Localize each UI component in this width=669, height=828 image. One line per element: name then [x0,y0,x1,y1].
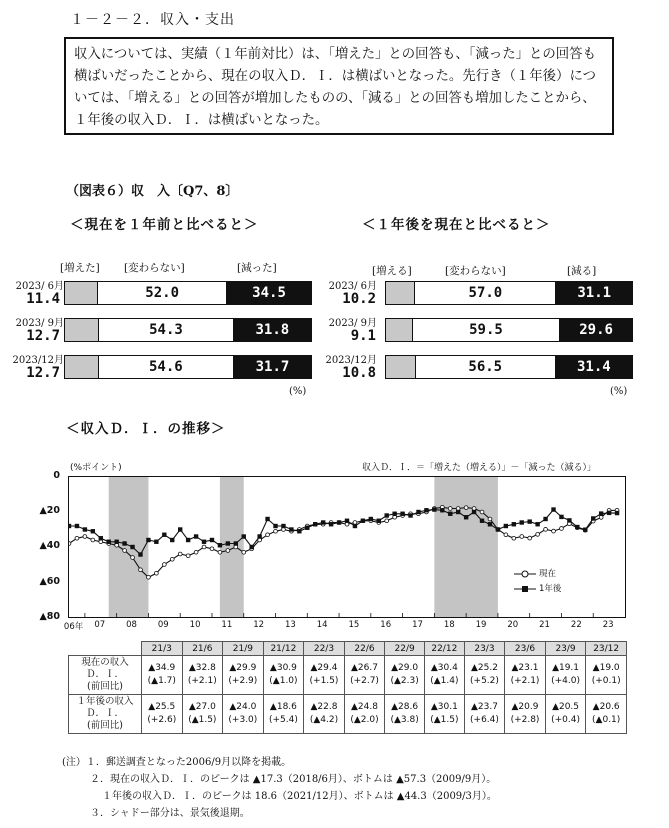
x-tick-label: 07 [94,620,106,630]
data-point-future [69,524,71,528]
data-point-future [329,522,333,526]
segment-increase [386,282,415,304]
cell-change: (+4.0) [551,676,580,686]
legend-line-current [514,569,536,579]
data-point-future [218,543,222,547]
cell-value: ▲18.6 [269,702,297,712]
data-point-future [321,520,325,524]
data-point-future [226,541,230,545]
cell-value: ▲20.5 [552,702,580,712]
recession-shade [434,477,498,617]
data-point-future [591,516,595,520]
row-period-label: 2023/ 9月 [15,318,64,329]
cell-change: (+2.1) [510,676,540,686]
y-tick: ▲20 [39,505,60,516]
data-point-current [480,510,484,514]
data-point-future [114,540,118,544]
cell-change: (▲3.8) [390,715,419,725]
data-point-current [528,536,532,540]
data-point-future [369,517,373,521]
data-point-current [448,507,452,511]
segment-increase [386,356,416,378]
cell-change: (▲1.0) [269,676,298,686]
cell-value: ▲23.7 [470,702,498,712]
row-header-line: (前回比) [87,720,123,731]
segment-increase [65,319,99,341]
cell-value: ▲24.8 [351,702,378,712]
data-point-current [139,568,143,572]
cell-value: ▲19.0 [592,663,620,673]
segment-same: 59.5 [413,319,559,341]
data-point-current [512,536,516,540]
right-header-same: [変わらない] [445,265,506,277]
data-point-current [147,575,151,579]
table-cell [505,656,546,695]
data-point-future [91,529,95,533]
figure-title: （図表６）収 入〔Q7、8〕 [66,184,239,199]
right-header-inc: [増える] [372,265,412,277]
cell-change: (▲4.2) [309,715,339,725]
data-point-current [202,545,206,549]
row-di-value: 10.2 [342,291,376,307]
cell-value: ▲25.2 [470,663,498,673]
right-unit: (%) [610,386,628,397]
y-tick: ▲40 [39,540,60,551]
table-cell [344,656,385,695]
data-point-current [218,550,222,554]
table-cell [385,656,425,695]
row-di-value: 12.7 [26,365,60,381]
x-tick-label: 10 [189,620,201,630]
table-cell [424,656,464,695]
cell-change: (+2.8) [510,715,540,725]
stacked-bar [64,355,312,379]
data-point-future [480,519,484,523]
data-point-future [281,524,285,528]
row-period-label: 2023/12月 [325,355,377,366]
data-point-future [99,536,103,540]
data-point-future [265,517,269,521]
left-header-inc: [増えた] [60,262,100,274]
table-cell [464,656,505,695]
cell-change: (+5.4) [268,715,298,725]
data-point-future [202,540,206,544]
data-point-future [440,508,444,512]
data-point-future [162,533,166,537]
table-cell [586,656,627,695]
data-point-future [583,527,587,531]
data-point-current [560,527,564,531]
legend-label-current: 現在 [539,569,557,579]
segment-same: 56.5 [416,356,555,378]
row-period-label: 2023/12月 [12,355,64,366]
table-cell [263,695,304,734]
data-point-future [504,524,508,528]
table-cell [586,695,627,734]
period-header: 22/9 [385,642,425,656]
data-point-current [464,506,468,510]
cell-value: ▲27.0 [188,702,216,712]
x-tick-label: 08 [126,620,137,630]
chart-legend [512,567,602,597]
cell-value: ▲32.8 [188,663,216,673]
y-tick: ▲60 [39,576,60,587]
stacked-bar [385,281,633,305]
row-header-line: Ｄ．Ｉ． [85,708,124,719]
notes [62,754,497,822]
data-point-future [361,519,365,523]
cell-change: (▲2.3) [390,676,419,686]
row-di-value: 11.4 [26,291,60,307]
data-point-future [289,527,293,531]
y-tick: 0 [53,470,60,481]
data-point-current [186,554,190,558]
data-point-future [122,541,126,545]
stacked-bar [64,281,312,305]
chart-ylabel: (%ポイント) [70,463,122,473]
data-point-future [607,511,611,515]
row-period-label: 2023/ 6月 [15,281,64,292]
cell-change: (▲1.5) [188,715,217,725]
cell-change: (+0.4) [551,715,580,725]
recession-shade [109,477,149,617]
segment-increase [65,282,98,304]
cell-value: ▲20.6 [592,702,620,712]
cell-value: ▲29.4 [310,663,338,673]
x-tick-label: 12 [253,620,265,630]
table-cell [223,695,264,734]
note-line: ３．シャドー部分は、景気後退期。 [90,808,250,819]
table-cell [424,695,464,734]
row-header-line: 現在の収入 [81,657,129,668]
table-cell [304,695,345,734]
period-header: 21/3 [142,642,183,656]
cell-change: (+3.0) [228,715,258,725]
data-point-current [488,517,492,521]
data-point-future [297,529,301,533]
data-point-future [75,524,79,528]
row-header-line: Ｄ．Ｉ． [85,669,124,680]
cell-value: ▲29.9 [229,663,257,673]
data-point-future [186,538,190,542]
cell-change: (+6.4) [470,715,499,725]
data-point-future [234,541,238,545]
data-point-future [400,512,404,516]
segment-increase [386,319,413,341]
period-header: 21/9 [223,642,264,656]
data-point-future [551,507,555,511]
data-point-future [273,524,277,528]
data-point-current [242,550,246,554]
data-point-current [599,516,603,520]
data-point-current [274,529,278,533]
data-point-future [392,512,396,516]
table-cell [464,695,505,734]
data-point-future [448,512,452,516]
recession-shade [220,477,244,617]
data-point-future [496,527,500,531]
data-point-future [353,524,357,528]
segment-same: 54.3 [99,319,233,341]
data-point-current [226,549,230,553]
period-header: 21/6 [182,642,223,656]
x-tick-label: 23 [602,620,614,630]
cell-value: ▲22.8 [310,702,338,712]
table-cell [344,695,385,734]
x-tick-label: 22 [570,620,582,630]
period-header: 21/12 [263,642,304,656]
cell-value: ▲23.1 [511,663,539,673]
cell-value: ▲26.7 [351,663,378,673]
data-point-future [178,527,182,531]
data-point-current [69,542,71,546]
table-cell [263,656,304,695]
data-point-future [107,540,111,544]
x-tick-label: 17 [412,620,423,630]
period-header: 23/9 [545,642,586,656]
cell-change: (▲2.0) [350,715,379,725]
data-point-future [527,519,531,523]
table-cell [304,656,345,695]
data-point-current [266,533,270,537]
segment-decrease: 34.5 [226,282,311,304]
y-tick: ▲80 [39,611,60,622]
row-header-line: １年後の収入 [76,696,134,707]
chart-formula: 収入Ｄ．Ｉ．＝「増えた（増える）」－「減った（減る）」 [362,463,597,473]
data-point-current [131,556,135,560]
data-point-current [123,549,127,553]
x-tick-label: 16 [380,620,392,630]
right-header-dec: [減る] [567,265,597,277]
data-point-future [385,513,389,517]
data-point-future [432,507,436,511]
period-header: 23/3 [464,642,505,656]
cell-change: (+0.1) [591,676,621,686]
period-header: 23/12 [586,642,627,656]
cell-change: (▲1.7) [147,676,176,686]
data-point-current [544,527,548,531]
data-point-future [210,538,214,542]
row-header [69,656,142,695]
data-point-future [305,526,309,530]
row-header [69,695,142,734]
cell-value: ▲30.9 [269,663,297,673]
note-line: １年後の収入Ｄ．Ｉ．のピークは 18.6（2021/12月）、ボトムは ▲44.3（2009/3月）。 [102,791,497,802]
table-cell [142,656,183,695]
period-header: 22/12 [424,642,464,656]
segment-decrease: 31.1 [555,282,632,304]
data-point-current [385,519,389,523]
cell-value: ▲25.5 [148,702,176,712]
period-header: 23/6 [505,642,546,656]
data-point-current [178,552,182,556]
table-cell [505,695,546,734]
x-tick-label: 20 [507,620,519,630]
data-point-future [535,522,539,526]
stacked-bar [385,318,633,342]
left-header-dec: [減った] [237,262,277,274]
row-header-line: (前回比) [87,681,123,692]
data-point-future [154,540,158,544]
data-point-current [536,533,540,537]
data-point-future [138,552,142,556]
data-point-future [464,515,468,519]
x-tick-label: 06年 [63,622,84,632]
data-point-future [567,518,571,522]
data-point-future [424,508,428,512]
cell-change: (+2.6) [147,715,177,725]
data-point-future [146,538,150,542]
x-tick-label: 11 [221,620,233,630]
cell-value: ▲20.9 [511,702,539,712]
data-point-future [488,522,492,526]
table-cell [182,695,223,734]
data-point-future [257,534,261,538]
cell-value: ▲34.9 [148,663,176,673]
cell-value: ▲24.0 [229,702,257,712]
cell-value: ▲30.1 [430,702,458,712]
di-table [68,641,627,734]
period-header: 22/3 [304,642,345,656]
right-panel-title: ＜１年後を現在と比べると＞ [362,217,551,233]
legend-line-future [514,584,536,594]
cell-change: (▲1.4) [430,676,459,686]
data-point-future [472,510,476,514]
cell-change: (+5.2) [470,676,499,686]
segment-increase [65,356,99,378]
table-row [69,656,627,695]
data-point-current [83,535,87,539]
data-point-current [552,529,556,533]
x-tick-label: 14 [316,620,328,630]
data-point-future [377,519,381,523]
table-cell [142,695,183,734]
data-point-future [615,511,619,515]
table-cell [385,695,425,734]
x-tick-label: 13 [284,620,296,630]
cell-value: ▲19.1 [552,663,580,673]
segment-same: 57.0 [415,282,555,304]
cell-change: (▲1.5) [430,715,459,725]
segment-decrease: 31.4 [555,356,632,378]
data-point-current [91,538,95,542]
data-point-current [194,550,198,554]
x-tick-label: 15 [348,620,360,630]
table-corner [69,642,142,656]
cell-value: ▲30.4 [430,663,458,673]
x-tick-label: 18 [443,620,455,630]
table-cell [545,695,586,734]
data-point-future [575,525,579,529]
data-point-future [130,545,134,549]
x-tick-label: 19 [475,620,487,630]
stacked-bar [385,355,633,379]
data-point-future [520,520,524,524]
section-title: １－２－２．収入・支出 [70,12,235,28]
segment-decrease: 29.6 [559,319,632,341]
legend-label-future: 1年後 [539,584,562,594]
cell-change: (▲0.1) [592,715,621,725]
data-point-future [416,510,420,514]
cell-change: (+2.7) [350,676,379,686]
row-period-label: 2023/ 9月 [328,318,377,329]
data-point-future [543,517,547,521]
row-di-value: 9.1 [350,328,376,344]
segment-same: 54.6 [99,356,233,378]
cell-change: (+2.1) [187,676,217,686]
data-point-future [242,534,246,538]
stacked-bar [64,318,312,342]
data-point-future [512,522,516,526]
data-point-future [337,520,341,524]
data-point-future [456,510,460,514]
note-line: (注）１．郵送調査となった2006/9月以降を掲載。 [62,757,292,768]
left-unit: (%) [289,386,307,397]
data-point-future [83,527,87,531]
period-header: 22/6 [344,642,385,656]
data-point-current [75,536,79,540]
cell-value: ▲29.0 [391,663,419,673]
cell-change: (+1.5) [309,676,339,686]
data-point-future [313,522,317,526]
data-point-future [249,545,253,549]
table-cell [182,656,223,695]
cell-value: ▲28.6 [391,702,419,712]
data-point-current [210,547,214,551]
data-point-current [154,571,158,575]
data-point-current [170,557,174,561]
segment-decrease: 31.8 [233,319,311,341]
table-cell [545,656,586,695]
data-point-future [559,515,563,519]
summary-box: 収入については、実績（１年前対比）は、「増えた」との回答も、「減った」との回答も横ばいだったことから、現在の収入Ｄ．Ｉ．は横ばいとなった。先行き（１年後）については、「増える」との回答が増加したものの、「減る」との回答も増加したことから、１年後の収入Ｄ．Ｉ．は横ばいとなった。 [64,37,614,135]
row-di-value: 12.7 [26,328,60,344]
left-header-same: [変わらない] [124,262,185,274]
row-di-value: 10.8 [342,365,376,381]
data-point-future [408,513,412,517]
data-point-current [162,563,166,567]
series-line-future [69,510,617,555]
note-line: ２．現在の収入Ｄ．Ｉ．のピークは ▲17.3（2018/6月）、ボトムは ▲57.3（2009/9月）。 [90,774,497,785]
table-cell [223,656,264,695]
trend-title: ＜収入Ｄ．Ｉ．の推移＞ [66,421,226,437]
data-point-future [599,511,603,515]
data-point-future [345,519,349,523]
cell-change: (+2.9) [228,676,258,686]
row-period-label: 2023/ 6月 [328,281,377,292]
left-panel-title: ＜現在を１年前と比べると＞ [70,217,259,233]
data-point-current [520,535,524,539]
data-point-current [504,533,508,537]
segment-decrease: 31.7 [233,356,311,378]
data-point-future [194,534,198,538]
table-header-row [69,642,627,656]
segment-same: 52.0 [98,282,226,304]
x-tick-label: 21 [539,620,550,630]
data-point-future [170,538,174,542]
table-row [69,695,627,734]
x-tick-label: 09 [157,620,169,630]
